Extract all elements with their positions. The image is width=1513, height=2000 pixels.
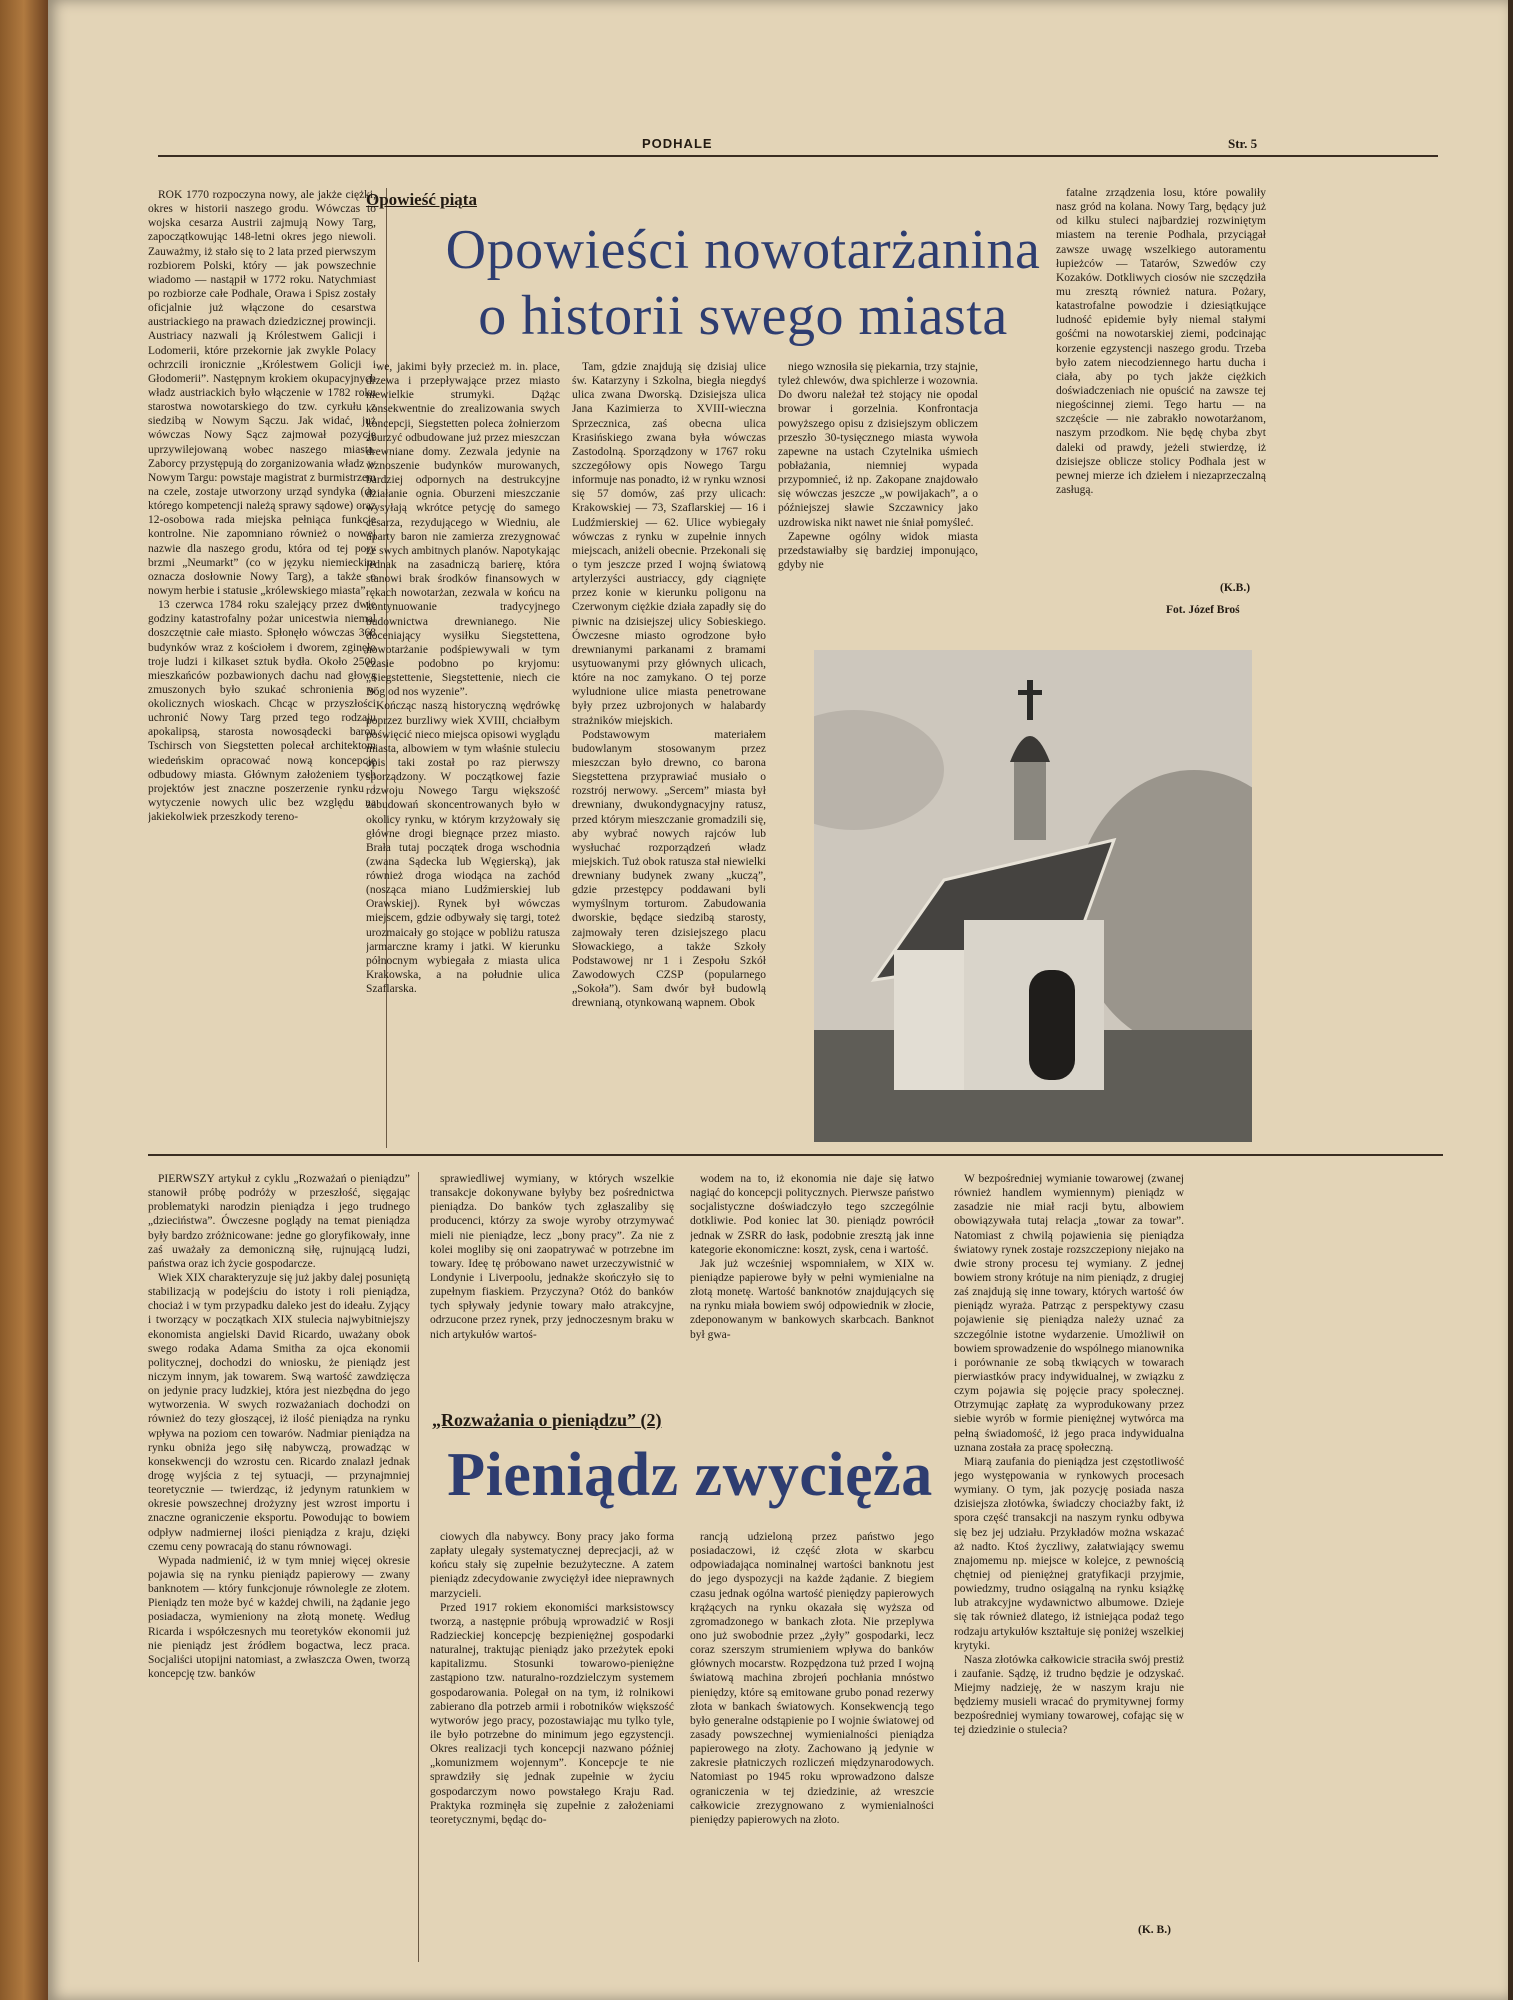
newspaper-page: [48, 0, 1508, 2000]
article2-headline: Pieniądz zwycięża: [447, 1441, 933, 1509]
article2-col1c-text: Wypada nadmienić, iż w tym mniej więcej okresie pojawia się na rynku pieniądz papierowy — zwany banknotem — który funkcjonuje równolegle ze złotem. Pieniądz ten może być w każdej chwili, na żądanie jego posiadacza, wymieniony na złotą monetę. Według Ricarda i współczesnych mu teoretyków ekonomii już nie pieniądz jest źródłem bogactwa, lecz praca. Socjaliści utopijni natomiast, a zwłaszcza Owen, tworzą koncepcję tzw. banków: [148, 1554, 410, 1680]
article2-col2d-text: Przed 1917 rokiem ekonomiści marksistowscy tworzą, a następnie próbują wprowadzić w Rosji Radzieckiej koncepcję bezpieniężnej gospodarki naturalnej, traktując pieniądz jako przeżytek epoki kapitalizmu. Stosunki towarowo-pieniężne zastąpiono tzw. naturalno-rozdzielczym systemem gospodarowania. Polegał on na tym, iż rolnikowi zabierano dla potrzeb armii i robotników większość wytworów jego pracy, pozostawiając mu tylko tyle, ile było potrzebne do minimum jego egzystencji. Okres realizacji tych koncepcji nazwano później „komunizmem wojennym”. Koncepcje te nie sprawdziły się jednak zupełnie w życiu gospodarczym nowo powstałego Kraju Rad. Praktyka rozminęła się zupełnie z założeniami teoretycznymi, będąc do-: [430, 1601, 674, 1826]
article1-series-kicker: Opowieść piąta: [366, 190, 477, 209]
article2-signature: (K. B.): [1138, 1924, 1171, 1936]
article2-series-kicker: „Rozważania o pieniądzu” (2): [432, 1410, 662, 1430]
article1-headline-1: Opowieści nowotarżanina: [445, 219, 1041, 281]
page-number: Str. 5: [1228, 136, 1258, 151]
binding-edge: [0, 0, 48, 2000]
column-divider: [418, 1172, 419, 1962]
article2-column-3b: [690, 1530, 934, 1962]
article1-col4-text: niego wznosiła się piekarnia, trzy stajnie, tyleż chlewów, dwa spichlerze i wozownia. Do dworu należał też stojący nie opodal browar i gorzelnia. Konfrontacja powyższego opisu z dzisiejszym obliczem przeszło 30-tysięcznego miasta wywoła zapewne na ustach Czytelnika uśmiech pobłażania, niemniej wypada przypomnieć, iż np. Zakopane znajdowało się wówczas jeszcze „w powijakach”, a o późniejszej sławie Szczawnicy jako uzdrowiska nikt nawet nie śniał pomyśleć.: [778, 361, 978, 529]
article1-column-2: [366, 360, 560, 1150]
article1-col3-text: Tam, gdzie znajdują się dzisiaj ulice św. Katarzyny i Szkolna, biegła niegdyś ulica zwana Dworską. Dzisiejsza ulica Jana Kazimierza to XVIII-wieczna Sprzecznica, zaś obecna ulica Krasińskiego zwana była wówczas Zastodolną. Sporządzony w 1767 roku szczegółowy opis Nowego Targu informuje nas ponadto, iż w rynku wznosi się 57 domów, zaś przy ulicach: Krakowskiej — 73, Szaflarskiej — 16 i Ludźmierskiej — 62. Ulice wybiegały wówczas z rynku w zupełnie innych miejscach, aniżeli obecnie. Przekonali się o tym jeszcze przed I wojną światową artylerzyści austriaccy, gdy ciągnięte przez konie w kierunku poligonu na Czerwonym ciężkie działa zapadły się do piwnic na dzisiejszej ulicy Sobieskiego. Ówczesne miasto ogrodzone było drewnianymi parkanami z bramami usytuowanymi przy głównych ulicach, które na noc zamykano. O tej porze wyludnione ulice miasta penetrowane były przez uzbrojonych w halabardy strażników miejskich.: [572, 361, 766, 727]
article-separator: [148, 1154, 1443, 1156]
article2-column-1: [148, 1172, 410, 1962]
article1-col4b-text: Zapewne ogólny widok miasta przedstawiałby się bardziej imponująco, gdyby nie: [778, 530, 978, 571]
article2-col2c-text: ciowych dla nabywcy. Bony pracy jako forma zapłaty ulegały systematycznej deprecjacji, aż w końcu stały się zupełnie bezużyteczne. A zatem pieniądz zdecydowanie zwyciężył idee nieprawnych marzycieli.: [430, 1531, 674, 1600]
article1-col5-text: fatalne zrządzenia losu, które powaliły nasz gród na kolana. Nowy Targ, będący już od kilku stuleci najbardziej rozwiniętym miastem na terenie Podhala, przyciągał zawsze uwagę wszelkiego autoramentu łupieżców — Tatarów, Szwedów czy Kozaków. Dotkliwych ciosów nie szczędziła mu zresztą również natura. Pożary, katastrofalne powodzie i dziesiątkujące ludność epidemie były niemal stałymi gośćmi na nowotarskiej ziemi, podcinając korzenie egzystencji naszego grodu. Trzeba było zatem niecodziennego hartu ducha i ciała, aby po tych jakże ciężkich doświadczeniach nie opuścić na zawsze tej niegościnnej ziemi. Tego hartu — na szczęście — nie zabrakło nowotarżanom, naszym przodkom. Nie będę chyba zbyt daleki od prawdy, jeżeli stwierdzę, iż dzisiejsze oblicze stolicy Podhala jest w pewnej mierze ich dziełem i niezaprzeczalną zasługą.: [1056, 187, 1266, 496]
header-rule: [158, 155, 1438, 157]
article1-col3b-text: Podstawowym materiałem budowlanym stosowanym przez mieszczan było drewno, co barona Siegstettena przyprawiać musiało o rozstrój nerwowy. „Sercem” miasta był drewniany, dwukondygnacyjny ratusz, przed którym mieszczanie gromadzili się, aby wybrać nowych rajców lub wysłuchać rozporządzeń władz miejskich. Tuż obok ratusza stał niewielki drewniany budynek zwany „kuczą”, gdzie przestępcy poddawani byli wymyślnym torturom. Zabudowania dworskie, będące siedzibą starosty, zajmowały teren dzisiejszego placu Słowackiego, a także Szkoły Podstawowej nr 1 i Zespołu Szkół Zawodowych CZSP (popularnego „Sokoła”). Sam dwór był budowlą drewnianą, otynkowaną wapnem. Obok: [572, 728, 766, 1010]
article1-col1b-text: 13 czerwca 1784 roku szalejący przez dwie godziny katastrofalny pożar unicestwia niemal doszczętnie całe miasto. Spłonęło wówczas 368 budynków wraz z kościołem i dworem, zginęło troje ludzi i kilkaset sztuk bydła. Około 2500 mieszkańców pozbawionych dachu nad głową zmuszonych było szukać schronienia w okolicznych wioskach. Chcąc w przyszłości uchronić Nowy Targ przed tego rodzaju apokalipsą, starosta nowosądecki baron Tschirsch von Siegstetten polecał architektom wiedeńskim opracować nową koncepcję odbudowy miasta. Głównym założeniem tych projektów jest znaczne poszerzenie rynku i wytyczenie nowych ulic bez względu na jakiekolwiek przeszkody tereno-: [148, 599, 376, 824]
article1-col2b-text: Kończąc naszą historyczną wędrówkę poprzez burzliwy wiek XVIII, chciałbym poświęcić nieco miejsca opisowi wyglądu miasta, albowiem w tym właśnie stuleciu opis taki został po raz pierwszy sporządzony. W początkowej fazie rozwoju Nowego Targu większość zabudowań skoncentrowanych było w okolicy rynku, w którym krzyżowały się główne drogi biegnące przez miasto. Brała tutaj początek droga wschodnia (zwana Sądecka lub Węgierską), jak również droga wiodąca na zachód (nosząca miano Ludźmierskiej lub Orawskiej). Rynek był wówczas miejscem, gdzie odbywały się targi, toteż urozmaicały go stojące w pobliżu ratusza jarmarczne kramy i jatki. W kierunku północnym wybiegała z miasta ulica Krakowska, a na południe ulica Szaflarska.: [366, 700, 560, 996]
article1-column-1: [148, 188, 376, 1150]
article2-column-2b: [430, 1530, 674, 1962]
article1-col1-text: ROK 1770 rozpoczyna nowy, ale jakże ciężki, okres w historii naszego grodu. Wówczas to wojska cesarza Austrii zajmują Nowy Targ, zapoczątkowując 148-letni okres jego niewoli. Zauważmy, iż stało się to 2 lata przed pierwszym rozbiorem Polski, który — jak powszechnie wiadomo — nastąpił w 1772 roku. Natychmiast po rozbiorze całe Podhale, Orawa i Spisz zostały oficjalnie już włączone do cesarstwa austriackiego na prawach dziedzicznej prowincji. Austriacy nazwali ją Królestwem Galicji i Lodomerii, które przekornie jak zwykle Polacy ochrzcili ironicznie „Królestwem Golicji i Głodomerii”. Następnym krokiem okupacyjnych władz austriackich było włączenie w 1782 roku starostwa nowotarskiego do tzw. cyrkułu z siedzibą w Nowym Sączu. Jak widać, już wówczas Nowy Sącz zajmował pozycję uprzywilejowaną wobec naszego miasta. Zaborcy przystępują do zorganizowania władz w Nowym Targu: powstaje magistrat z burmistrzem na czele, zostaje utworzony urząd syndyka (do którego kompetencji należą sprawy sądowe) oraz 12-osobowa rada miejska pełniąca funkcje kontrolne. Nie zapomniano również o nowej nazwie dla naszego grodu, która od tej pory brzmi „Neumarkt” (co w języku niemieckim oznacza dosłownie Nowy Targ), a także o nowym herbie i statusie „królewskiego miasta”.: [148, 189, 376, 597]
article2-column-2: [430, 1172, 674, 1404]
article2-col4c-text: Nasza złotówka całkowicie straciła swój prestiż i zaufanie. Sądzę, iż trudno będzie je odzyskać. Miejmy nadzieję, że w naszym kraju nie będziemy musieli wracać do prymitywnej formy bezpośredniej wymiany towarowej, cofając się w tej dziedzinie o stulecia?: [954, 1653, 1184, 1737]
paper-name: PODHALE: [642, 136, 713, 151]
photo-credit: Fot. Józef Broś: [1166, 604, 1240, 616]
chapel-illustration: [814, 650, 1252, 1142]
article1-column-5: [1056, 186, 1266, 574]
article1-column-4: [778, 360, 978, 638]
article2-column-3: [690, 1172, 934, 1404]
article2-col3b-text: Jak już wcześniej wspomniałem, w XIX w. pieniądze papierowe były w pełni wymienialne na złotą monetę. Wartość banknotów znajdujących się na rynku miała bowiem swój odpowiednik w złocie, zdeponowanym w bankowych skarbcach. Banknot był gwa-: [690, 1257, 934, 1341]
article2-col3-text: wodem na to, iż ekonomia nie daje się łatwo nagiąć do koncepcji politycznych. Pierwsze państwo socjalistyczne doświadczyło tego szczególnie dotkliwie. Pod koniec lat 30. pieniądz powrócił jednak w ZSRR do łask, podobnie zresztą jak inne kategorie ekonomiczne: koszt, zysk, cena i wartość.: [690, 1173, 934, 1256]
article1-signature: (K.B.): [1220, 582, 1251, 594]
article1-column-3: [572, 360, 766, 1150]
article2-col4b-text: Miarą zaufania do pieniądza jest częstotliwość jego występowania w rynkowych procesach wymiany. O tym, jak pozycję posiada nasza dzisiejsza złotówka, świadczy chociażby fakt, iż spora część transakcji na naszym rynku odbywa się bez jej udziału. Przykładów można wskazać aż nadto. Ktoś życzliwy, załatwiający swemu znajomemu np. miejsce w kolejce, z pewnością chętniej od pieniężnej gratyfikacji przyjmie, powiedzmy, trudno osiągalną na rynku książkę lub atrakcyjne wydawnictwo albumowe. Dzieje się tak również dlatego, iż istniejąca podaż tego rodzaju artykułów kształtuje się poniżej wszelkiej krytyki.: [954, 1455, 1184, 1652]
article2-col3c-text: rancją udzieloną przez państwo jego posiadaczowi, iż część złota w skarbcu odpowiadająca nominalnej wartości banknotu jest do jego dyspozycji na każde żądanie. Z biegiem czasu jednak ogólna wartość pieniędzy papierowych krążących na rynku okazała się wyższa od zgromadzonego w bankach złota. Nie przeplywa ono już swobodnie przez „żyły” gospodarki, lecz coraz szerszym strumieniem wpływa do banków głównych mocarstw. Rozpędzona tuż przed I wojną światową machina zbrojeń pochłania mnóstwo pieniędzy, które są emitowane grubo ponad rezerwy złota w bankach światowych. Konsekwencją tego było generalne odstąpienie po I wojnie światowej od zasady powszechnej wymienialności pieniądza papierowego na złoty. Zachowano ją jedynie w zakresie płatniczych rozliczeń międzynarodowych. Natomiast po 1945 roku wprowadzono dalsze ograniczenia w tej dziedzinie, aż wreszcie całkowicie zrezygnowano z wymienialności pieniędzy papierowych na złoto.: [690, 1531, 934, 1826]
article1-headline-2: o historii swego miasta: [478, 285, 1008, 347]
article1-col2-text: we, jakimi były przecież m. in. place, drzewa i przepływające przez miasto niewielkie strumyki. Dążąc konsekwentnie do zrealizowania swych koncepcji, Siegstetten poleca żołnierzom zburzyć odbudowane już przez mieszczan drewniane domy. Zezwala jedynie na wznoszenie budynków murowanych, bardziej odpornych na destrukcyjne działanie ognia. Oburzeni mieszczanie wysyłają wkrótce petycję do samego cesarza, rezydującego w Wiedniu, ale uparty baron nie zamierza zrezygnować ze swych ambitnych planów. Napotykając jednak na zasadniczą barierę, która stanowi brak środków finansowych w rękach nowotarżan, zezwala w końcu na kontynuowanie tradycyjnego budownictwa drewnianego. Nie doceniający wysiłku Siegstettena, nowotarżanie podśpiewywali w tym czasie podobno po kryjomu: „Siegstettenie, Siegstettenie, niech cie Bóg od nos wyzenie”.: [366, 361, 560, 699]
article2-column-4: [954, 1172, 1184, 1914]
article2-col2-text: sprawiedliwej wymiany, w których wszelkie transakcje dokonywane byłyby bez pośrednictwa pieniądza. Do banków tych zgłaszaliby się producenci, którzy za swoje wyroby otrzymywać mieli nie pieniądze, lecz „bony pracy”. Za nie z kolei mogliby się oni zaopatrywać w potrzebne im towary. Ideę tę próbowano nawet urzeczywistnić w Londynie i Liverpoolu, jednakże skończyło się to zupełnym fiaskiem. Przyczyna? Otóż do banków tych spływały jedynie towary mało atrakcyjne, odrzucone przez rynek, przy jednoczesnym braku w nich artykułów wartoś-: [430, 1173, 674, 1341]
chapel-photo: [814, 650, 1252, 1142]
article2-col4-text: W bezpośredniej wymianie towarowej (zwanej również handlem wymiennym) pieniądz w zasadzie nie miał racji bytu, albowiem obowiązywała tutaj relacja „towar za towar”. Natomiast z chwilą pojawienia się pieniądza światowy rynek zostaje rozszczepiony niejako na dwie strony procesu tej wymiany. Z jednej bowiem strony krótuje na nim pieniądz, z drugiej zaś znajdują się inne towary, których wartość ów pieniądz wyraża. Patrząc z perspektywy czasu pojawienie się pieniądza należy uznać za szczególnie istotne wydarzenie. Umożliwił on bowiem sprowadzenie do wspólnego mianownika i porównanie ze sobą tkwiących w towarach pierwiastków pracy indywidualnej, w związku z czym pojawia się pojęcie pracy społecznej. Otrzymując zapłatę za wyprodukowany przez siebie wyrób w formie pieniężnej wytwórca ma pełną świadomość, iż jego praca indywidualna uznana została za pracę społeczną.: [954, 1173, 1184, 1454]
article2-col1-text: PIERWSZY artykuł z cyklu „Rozważań o pieniądzu” stanowił próbę podróży w przeszłość, sięgając problematyki narodzin pieniądza i jego trudnego „dzieciństwa”. Ówczesne poglądy na temat pieniądza były bardzo zróżnicowane: jedne go gloryfikowały, inne zaś uważały za demoniczną siłę, rujnującą ludzi, państwa oraz ich życie gospodarcze.: [148, 1173, 410, 1270]
article2-col1b-text: Wiek XIX charakteryzuje się już jakby dalej posuniętą stabilizacją w podejściu do istoty i roli pieniądza, chociaż i w tym przypadku daleko jest do ideału. Zyjący i tworzący w początkach XIX stulecia najwybitniejszy ekonomista angielski David Ricardo, uważany obok swego rodaka Adama Smitha za ojca ekonomii politycznej, dochodzi do wniosku, że pieniądz jest niczym innym, jak towarem. Swą wartość zawdzięcza on jedynie pracy ludzkiej, która jest niezbędna do jego wytworzenia. W swych rozważaniach dochodzi on również do tezy głoszącej, iż ilość pieniądza na rynku wpływa na poziom cen towarów. Nadmiar pieniądza na rynku obniża jego siłę nabywczą, prowadząc w konsekwencji do wzrostu cen. Ricardo znalazł jednak drogę wyjścia z tej sytuacji, — przynajmniej teoretycznie — twierdząc, iż jedynym ratunkiem w okresie powszechnej drożyzny jest wzrost importu i znaczne ograniczenie eksportu. Powodując to bowiem odpływ nadmiernej ilości pieniądza z kraju, dzięki czemu ceny powracają do stanu równowagi.: [148, 1271, 410, 1553]
